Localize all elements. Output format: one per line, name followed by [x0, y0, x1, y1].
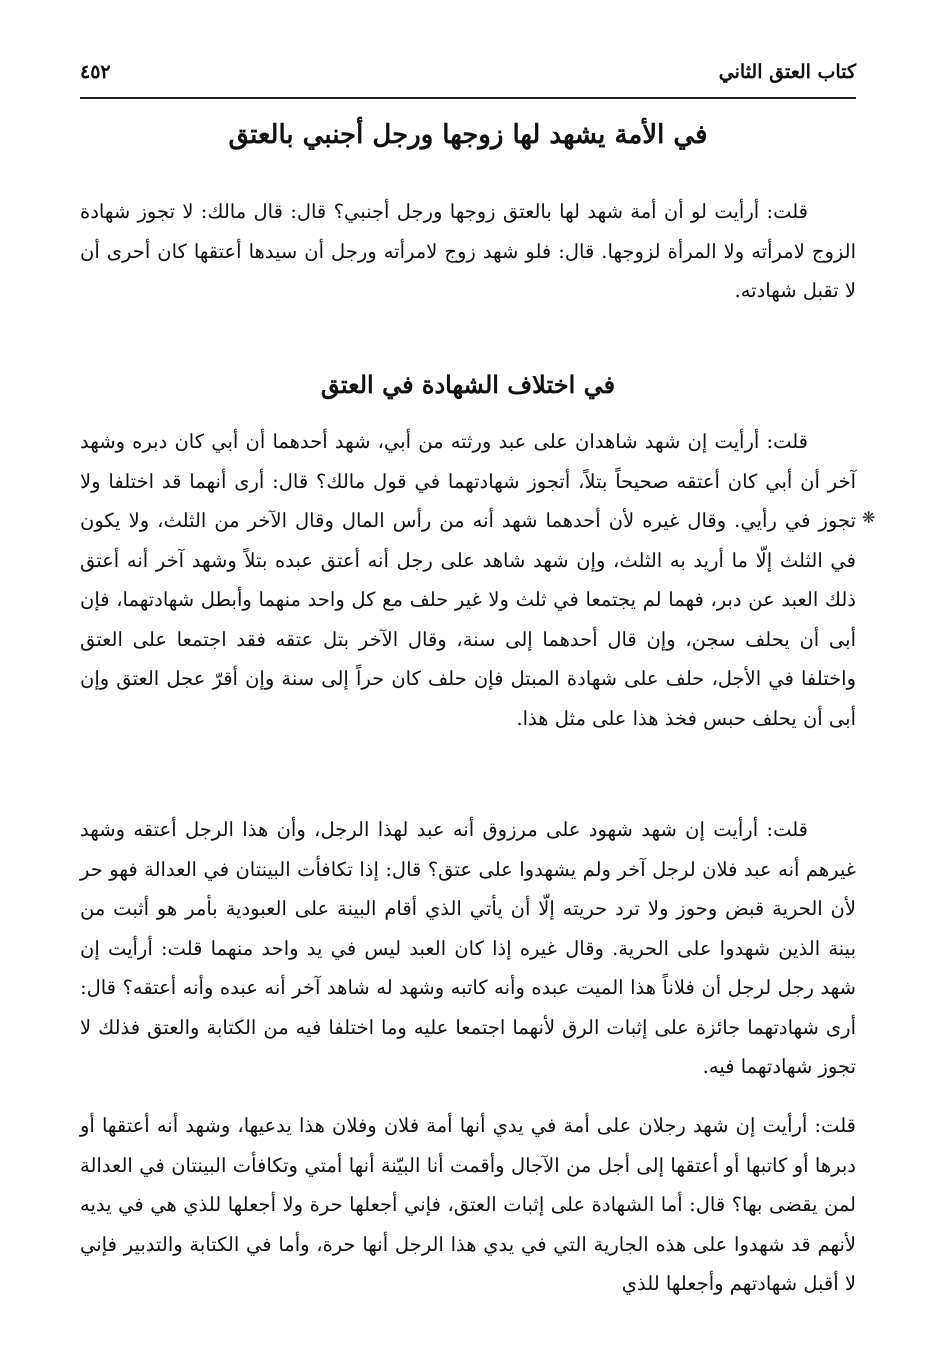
- paragraph: قلت: أرأيت إن شهد رجلان على أمة في يدي أنها أمة فلان وفلان هذا يدعيها، وشهد أنه أعتقها أو دبرها أو كاتبها أو أعتقها إلى أجل من الآجال وأقمت أنا البيّنة أنها أمتي وتكافأت البينتان في العدالة لمن يقضى بها؟ قال: أما الشهادة على إثبات العتق، فإني أجعلها حرة ولا أجعلها للذي هي في يديه لأنهم قد شهدوا على هذه الجارية التي في يدي هذا الرجل أنها حرة، وأما في الكتابة والتدبير فإني لا أقبل شهادتهم وأجعلها للذي: [80, 1114, 856, 1295]
- paragraph: قلت: أرأيت إن شهد شاهدان على عبد ورثته من أبي، شهد أحدهما أن أبي كان دبره وشهد آخر أن أبي كان أعتقه صحيحاً بتلاً، أتجوز شهادتهما في قول مالك؟ قال: أرى أنهما قد اختلفا ولا تجوز في رأيي. وقال غيره لأن أحدهما شهد أنه من رأس المال وقال الآخر من الثلث، ولا يكون في الثلث إلّا ما أريد به الثلث، وإن شهد شاهد على رجل أنه أعتق عبده بتلاً وشهد آخر أنه أعتق ذلك العبد عن دبر، فهما لم يجتمعا في ثلث ولا غير حلف مع كل واحد منهما وأبطل شهادتهما، فإن أبى أن يحلف سجن، وإن قال أحدهما إلى سنة، وقال الآخر بتل عتقه فقد اجتمعا على العتق واختلفا في الأجل، حلف على شهادة المبتل فإن حلف كان حراً إلى سنة وإن أقرّ عجل العتق وإن أبى أن يحلف حبس فخذ هذا على مثل هذا.: [80, 430, 856, 730]
- running-header: [80, 52, 856, 92]
- running-title: كتاب العتق الثاني: [718, 61, 856, 83]
- section-heading-1: في الأمة يشهد لها زوجها ورجل أجنبي بالعتق: [228, 120, 708, 150]
- paragraph: قلت: أرأيت لو أن أمة شهد لها بالعتق زوجها ورجل أجنبي؟ قال: قال مالك: لا تجوز شهادة الزوج لامرأته ولا المرأة لزوجها. قال: فلو شهد زوج لامرأته ورجل أن سيدها أعتقها كان أحرى أن لا تقبل شهادته.: [80, 200, 856, 302]
- header-rule: [80, 97, 856, 99]
- paragraph: قلت: أرأيت إن شهد شهود على مرزوق أنه عبد لهذا الرجل، وأن هذا الرجل أعتقه وشهد غيرهم أنه عبد فلان لرجل آخر ولم يشهدوا على عتق؟ قال: إذا تكافأت البينتان في العدالة فهو حر لأن الحرية قبض وحوز ولا ترد حريته إلّا أن يأتي الذي أقام البينة على العبودية بأمر هو أثبت من بينة الذين شهدوا على الحرية. وقال غيره إذا كان العبد ليس في يد واحد منهما قلت: أرأيت إن شهد رجل لرجل أن فلاناً هذا الميت عبده وأنه كاتبه وشهد له شاهد آخر أنه عبده وأنه أعتقه؟ قال: أرى شهادتهما جائزة على إثبات الرق لأنهما اجتمعا عليه وما اختلفا فيه من الكتابة والعتق فذلك لا تجوز شهادتهما فيه.: [80, 818, 856, 1078]
- section-heading-2: في اختلاف الشهادة في العتق: [320, 370, 616, 399]
- page-number: ٤٥٢: [80, 61, 111, 83]
- margin-ornament: ❋: [862, 508, 876, 527]
